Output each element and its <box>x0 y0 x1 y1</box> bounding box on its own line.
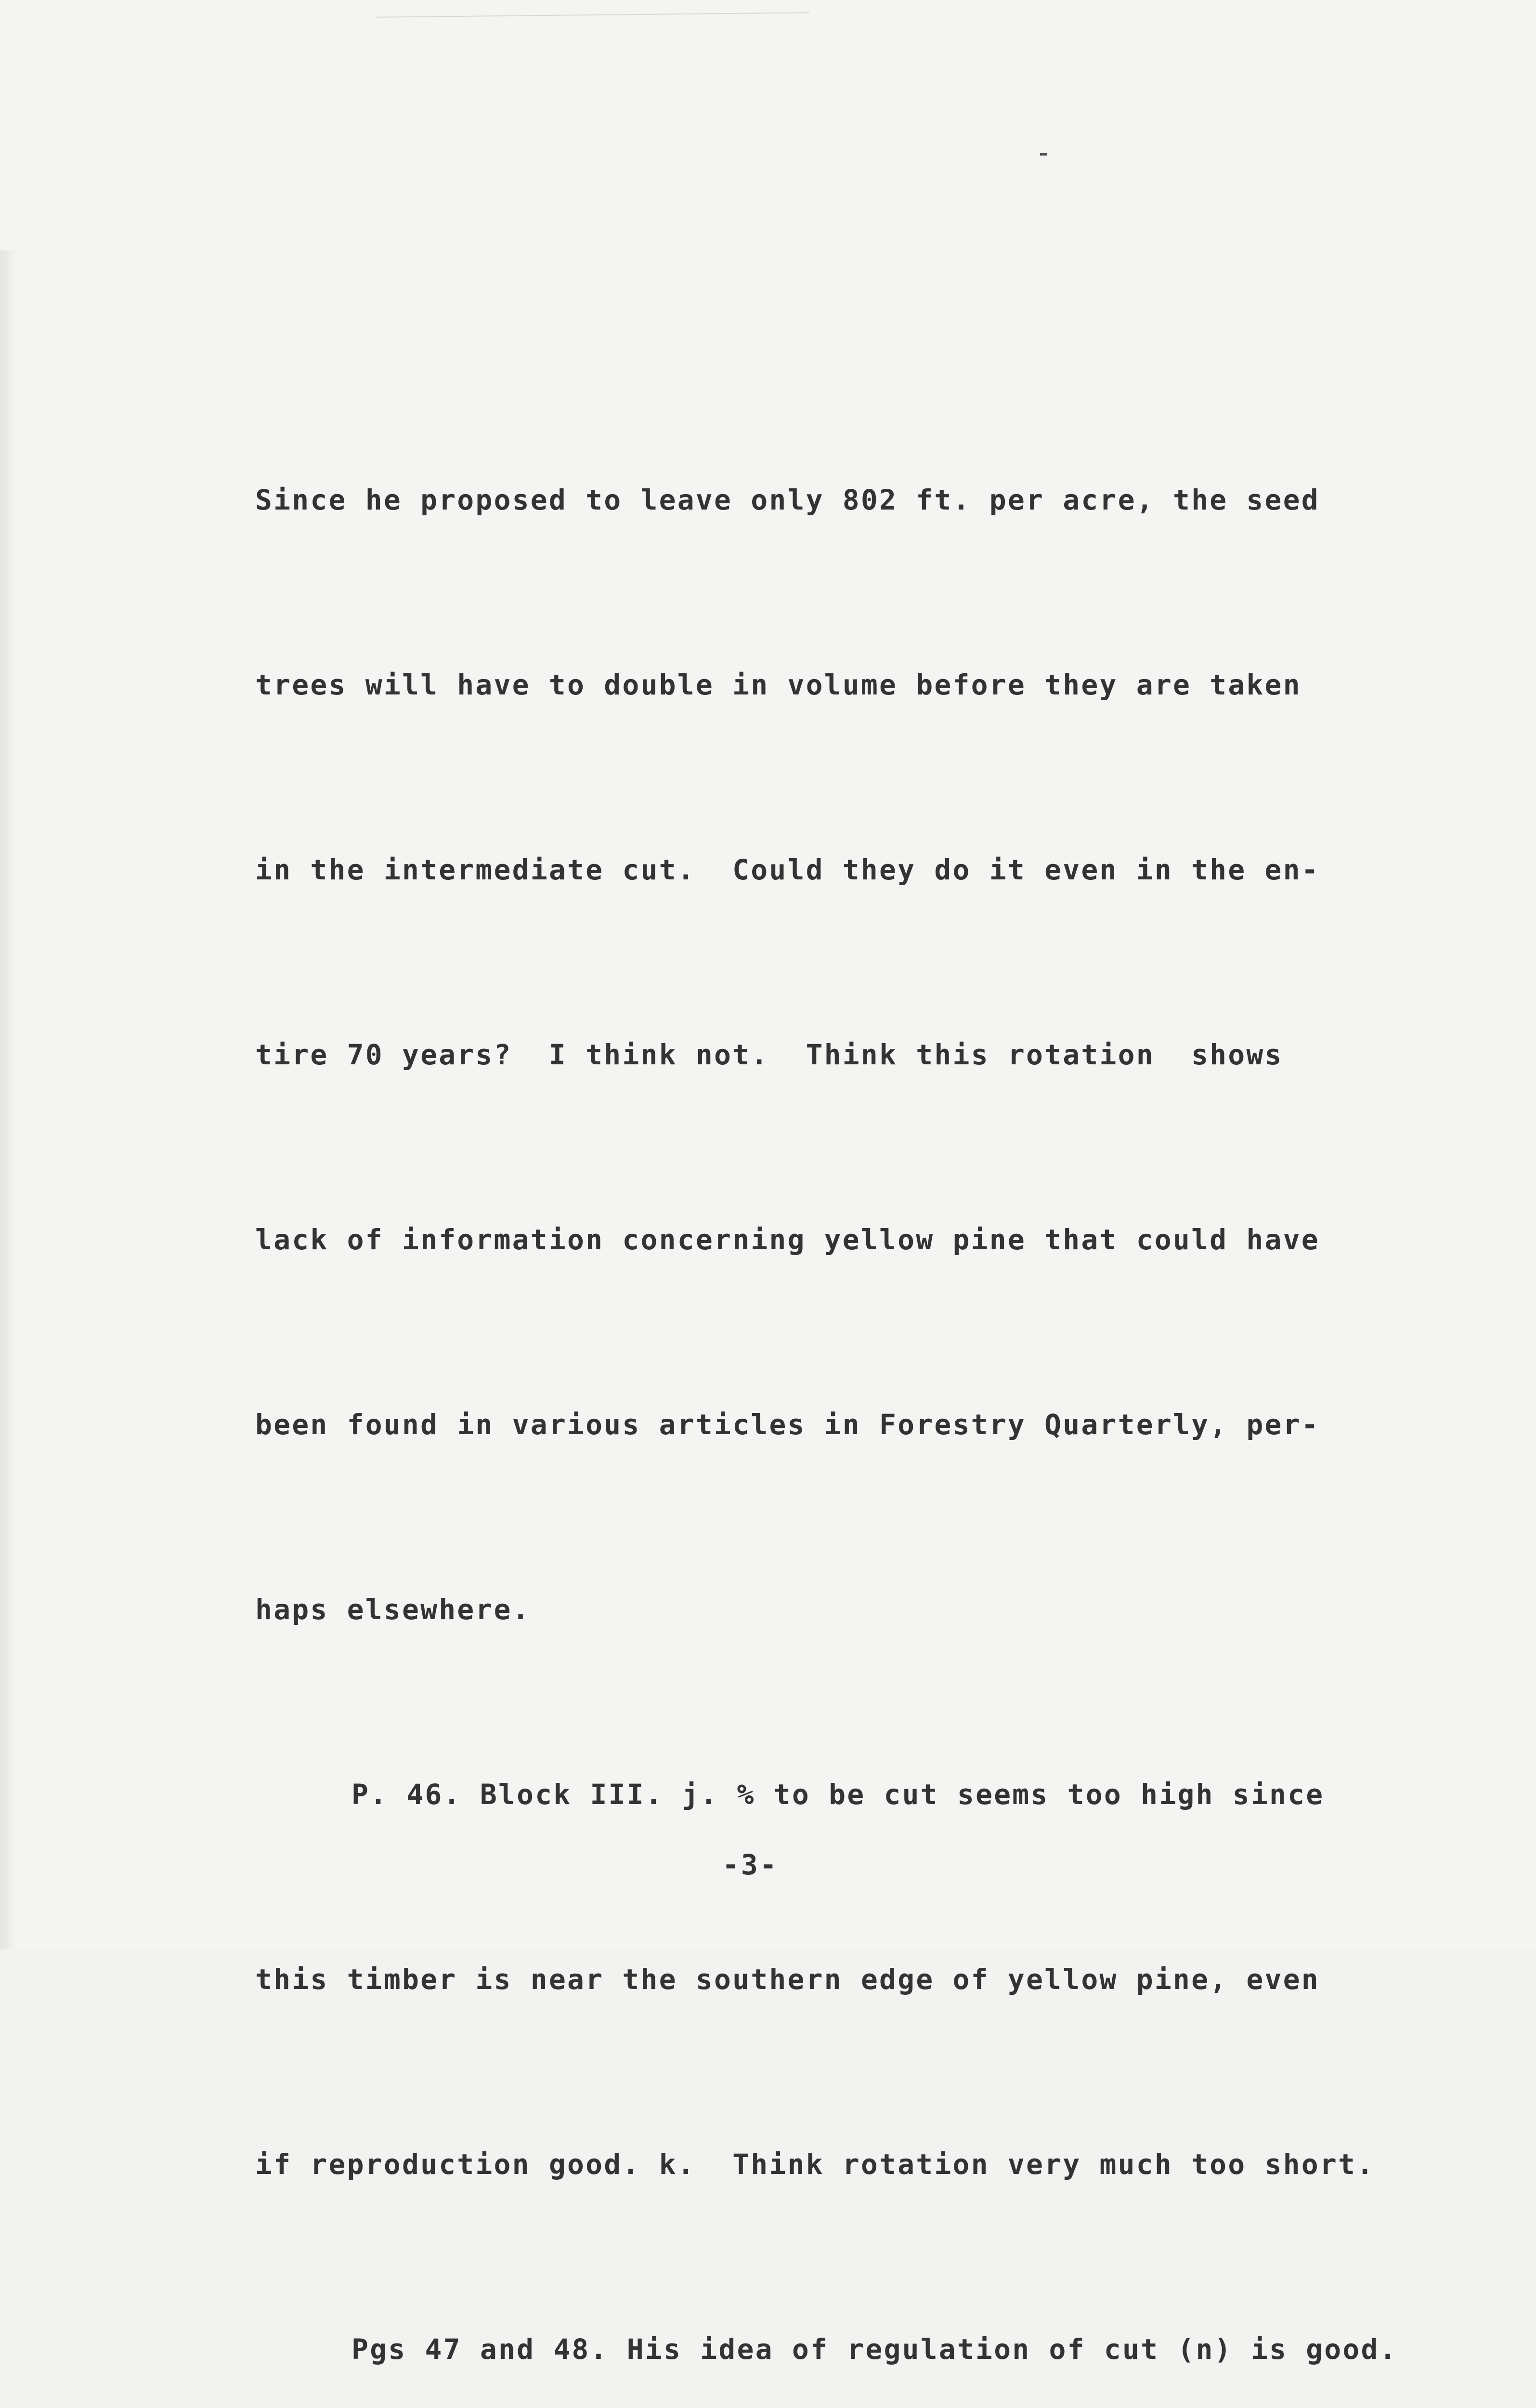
paper-fold-edge <box>376 0 809 18</box>
text-line: Since he proposed to leave only 802 ft. per acre, the seed <box>255 484 1320 516</box>
paper-left-edge <box>0 250 14 1950</box>
text-line: in the intermediate cut. Could they do it even in the en- <box>255 853 1320 886</box>
text-line: if reproduction good. k. Think rotation very much too short. <box>255 2148 1375 2181</box>
typed-text-body <box>255 346 1440 2408</box>
page-number: -3- <box>722 1848 779 1881</box>
text-line: haps elsewhere. <box>255 1593 531 1626</box>
text-line: this timber is near the southern edge of yellow pine, even <box>255 1963 1320 1996</box>
text-line: been found in various articles in Forestry Quarterly, per- <box>255 1408 1320 1441</box>
stray-mark <box>1040 153 1047 156</box>
text-line: lack of information concerning yellow pine that could have <box>255 1223 1320 1256</box>
text-line: tire 70 years? I think not. Think this rotation shows <box>255 1038 1283 1071</box>
text-line: trees will have to double in volume before they are taken <box>255 668 1302 701</box>
text-line: Pgs 47 and 48. His idea of regulation of cut (n) is good. <box>351 2333 1398 2366</box>
text-line: P. 46. Block III. j. % to be cut seems too high since <box>351 1778 1325 1811</box>
